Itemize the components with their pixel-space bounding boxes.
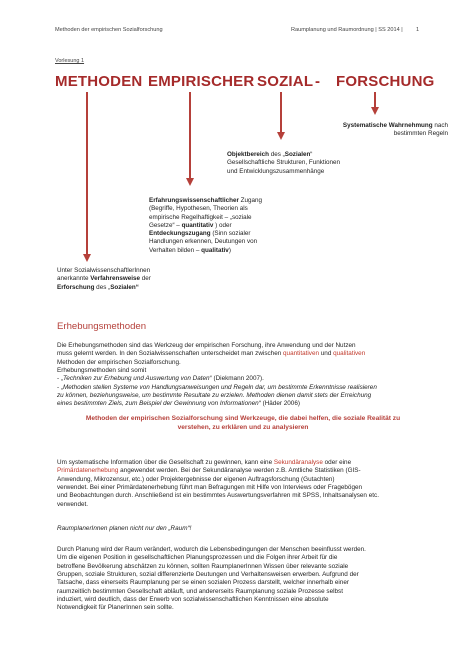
para4-line8: Notwendigkeit für PlanerInnen sein sollte.: [57, 604, 174, 612]
annotation-methoden-l1: Unter SozialwissenschaftlerInnen: [57, 267, 151, 274]
link-sekundaeranalyse[interactable]: Sekundäranalyse: [273, 459, 323, 466]
annotation-empirischer-l3: empirische Regelhaftigkeit – „soziale: [149, 213, 252, 221]
paragraph-data-collection: [57, 459, 429, 509]
para4-line4: Gruppen, soziale Strukturen, sozial differenzierte Deutungen und Verhaltensweisen erwerben. Aufgrund der: [57, 571, 359, 579]
para2-line1-post: oder eine: [322, 459, 352, 466]
paragraph-planners-note: [57, 525, 429, 533]
annotation-forschung-bold: Systematische Wahrnehmung: [342, 122, 433, 129]
annotation-methoden-l2-pre: anerkannte: [57, 275, 91, 283]
annotation-empirischer-l5-bold: Entdeckungszugang: [149, 230, 211, 238]
annotation-sozial-bold: Objektbereich: [227, 151, 269, 158]
annotation-methoden: [57, 267, 197, 292]
title-word-methoden: METHODEN: [55, 73, 143, 90]
para3-line1: RaumplanerInnen planen nicht nur den „Raum“!: [57, 525, 192, 532]
section-title: Erhebungsmethoden: [57, 321, 147, 332]
para1-line4: Erhebungsmethoden sind somit: [57, 367, 147, 375]
annotation-sozial-end: “: [310, 151, 313, 158]
para1-line5-post: “ (Diekmann 2007).: [209, 375, 264, 383]
annotation-sozial-line3: und Entwicklungszusammenhänge: [227, 167, 325, 175]
para2-line2-post: angewendet werden. Bei der Sekundäranalyse werden z.B. Amtliche Statistiken (GIS-: [118, 467, 361, 475]
annotation-methoden-l2-bold: Verfahrensweise: [90, 275, 140, 283]
para1-line6-quote: Methoden stellen Systeme von Handlungsanweisungen und Regeln dar, um bestimmte Erkenntnisse realisieren: [63, 383, 377, 391]
annotation-empirischer-l4-bold: quantitativ: [181, 221, 214, 229]
annotation-empirischer-l5-rest: (Sinn sozialer: [210, 230, 251, 238]
lecture-label: Vorlesung 1: [55, 58, 85, 64]
link-quantitativen[interactable]: quantitativen: [283, 350, 320, 358]
para4-line2: Um die eigenen Position in gesellschaftlichen Planungsprozessen und die Folgen ihrer Arbeit für die: [57, 554, 338, 562]
annotation-empirischer: [149, 197, 299, 255]
para1-line8-post: “ (Häder 2006): [258, 400, 300, 408]
para2-line4: verwendet. Bei einer Primärdatenerhebung führt man Befragungen mit Hilfe von Interviews oder Fragebögen: [57, 484, 363, 492]
para4-line6: raumzeitlich bestimmten Gesellschaft abläuft, und andererseits Raumplanung soziale Prozesse selbst: [57, 587, 343, 595]
para4-line3: betroffene Bevölkerung abschätzen zu können, sollten RaumplanerInnen Wissen über relevante soziale: [57, 562, 349, 570]
annotation-methoden-l3-end: Sozialen“: [110, 283, 139, 291]
para1-line1: Die Erhebungsmethoden sind das Werkzeug der empirischen Forschung, ihre Anwendung und der Nutzen: [57, 342, 356, 349]
para4-line1: Durch Planung wird der Raum verändert, wodurch die Lebensbedingungen der Menschen beeinflusst werden.: [57, 546, 366, 553]
para2-line5: und Beobachtungen durch. Anschließend ist ein bestimmtes Auswertungsverfahren mit SPSS, Inhaltsanalysen etc.: [57, 492, 379, 500]
annotation-empirischer-l4-pre: Gesetze“ –: [149, 221, 182, 229]
annotation-empirischer-l1-bold: Erfahrungswissenschaftlicher: [149, 197, 239, 204]
annotation-forschung: [300, 122, 448, 139]
annotation-empirischer-l6: Handlungen erkennen, Deutungen von: [149, 238, 258, 246]
annotation-empirischer-l1-rest: Zugang: [238, 197, 263, 204]
page-number: 1: [416, 27, 420, 33]
annotation-forschung-rest: nach: [432, 122, 448, 129]
annotation-sozial-line2: Gesellschaftliche Strukturen, Funktionen: [227, 159, 341, 167]
annotation-forschung-line2: bestimmten Regeln: [393, 130, 448, 138]
link-qualitativen[interactable]: qualitativen: [333, 350, 366, 358]
para1-line8-quote: eines bestimmten Ziels, zum Beispiel der Gewinnung von Informationen: [57, 400, 259, 408]
para2-line3: Anwendung, Mikrozensur, etc.) oder Projektergebnisse der eigenen Auftragsforschung (Gutachten): [57, 475, 335, 483]
para1-line7-quote: zu können, beziehungsweise, um bestimmte Resultate zu erzielen. Methoden dienen damit stets der Erreichung: [57, 392, 372, 400]
annotation-methoden-l2-post: der: [139, 275, 151, 283]
para4-line7: induziert, wird deutlich, dass der Erwerb von sozialwissenschaftlichen Kenntnissen eine absolute: [57, 596, 329, 604]
para1-and: und: [319, 350, 334, 358]
para1-line5-quote: Techniken zur Erhebung und Auswertung von Daten: [63, 375, 210, 383]
annotation-sozial-mid: des „: [269, 151, 285, 158]
annotation-empirischer-l4-post: ) oder: [213, 221, 232, 229]
key-statement-line1: Methoden der empirischen Sozialforschung sind Werkzeuge, die dabei helfen, die soziale Realität zu: [85, 415, 401, 422]
para2-line6: verwendet.: [57, 500, 89, 508]
annotation-empirischer-l2: (Begriffe, Hypothesen, Theorien als: [149, 205, 248, 213]
key-statement: [57, 415, 429, 432]
title-word-forschung: FORSCHUNG: [336, 73, 435, 90]
paragraph-intro: [57, 342, 429, 409]
annotation-empirischer-l7-bold: qualitativ: [201, 246, 229, 254]
annotation-sozial: [227, 151, 427, 176]
annotation-empirischer-l7-post: ): [228, 246, 231, 254]
annotation-methoden-l3-mid: des „: [94, 283, 111, 291]
annotation-sozial-bold2: Sozialen: [284, 151, 311, 158]
para1-line2-pre: muss gelernt werden. In den Sozialwissenschaften unterscheidet man zwischen: [57, 350, 284, 358]
paragraph-planning: [57, 546, 429, 613]
annotation-empirischer-l7-pre: Verhalten bilden –: [149, 246, 202, 254]
title-word-empirischer: EMPIRISCHER: [148, 73, 255, 90]
header-course-info: Raumplanung und Raumordnung | SS 2014 |: [291, 27, 403, 33]
annotation-methoden-l3-bold: Erforschung: [57, 283, 95, 291]
para1-line3: Methoden der empirischen Sozialforschung.: [57, 358, 181, 366]
title-word-sozial: SOZIAL: [257, 73, 314, 90]
para1-line6-pre: - „: [57, 383, 63, 391]
title-word-dash: -: [315, 73, 321, 90]
header-document-title: Methoden der empirischen Sozialforschung: [55, 27, 163, 33]
para4-line5: Tatsache, dass einerseits Raumplanung per se einen sozialen Prozess darstellt, welcher innerhalb einer: [57, 579, 349, 587]
para2-line1-pre: Um systematische Information über die Gesellschaft zu gewinnen, kann eine: [57, 459, 274, 466]
link-primaerdatenerhebung[interactable]: Primärdatenerhebung: [57, 467, 119, 475]
para1-line5-pre: - „: [57, 375, 63, 383]
key-statement-line2: verstehen, zu erklären und zu analysieren: [177, 423, 309, 431]
